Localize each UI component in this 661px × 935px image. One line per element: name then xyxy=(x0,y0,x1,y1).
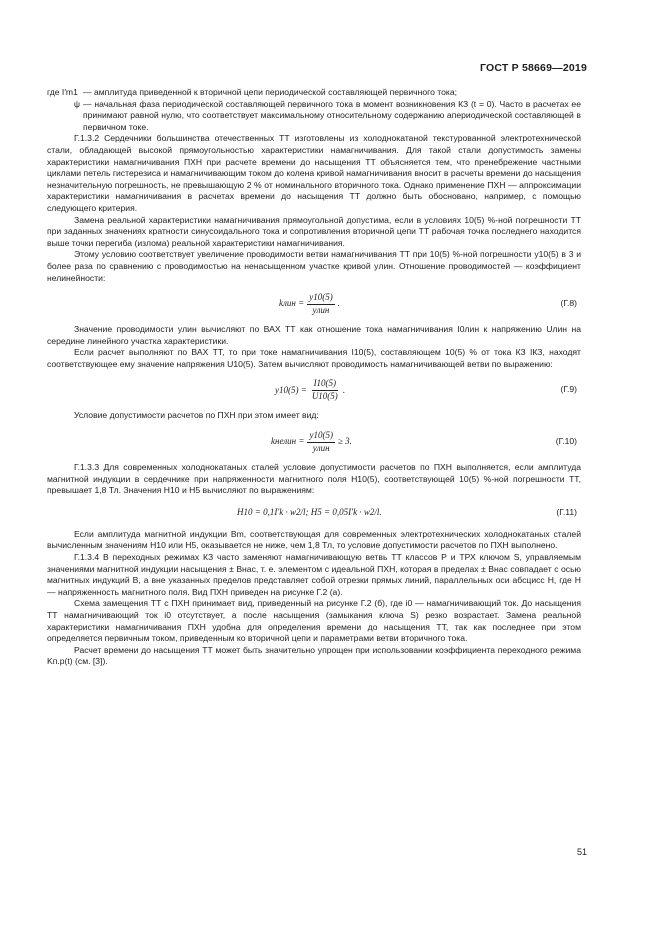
formula-number: (Г.10) xyxy=(555,436,577,447)
variable-description: — амплитуда приведенной к вторичной цепи периодической составляющей первичного тока; xyxy=(83,87,458,97)
formula-tail: ≥ 3. xyxy=(337,436,352,447)
paragraph: Расчет времени до насыщения ТТ может быть значительно упрощен при использовании коэффициента переходного режима Kп.р(t) (см. [3]). xyxy=(47,644,581,667)
formula-lhs: kнелин = xyxy=(271,436,305,447)
body-text xyxy=(47,87,581,668)
paragraph: Г.1.3.4 В переходных режимах КЗ часто заменяют намагничивающую ветвь ТТ классов Р и ТРХ ключом S, управляемым значениями магнитной индукции насыщения ± Bнас, т. е. элементом с идеальной ПХН, которая в пределах ± Bнас совпадает с осью магнитных индукций B, а вне указанных пределов представляет собой отрезки прямых линий, параллельных оси абсцисс H, где H — напряженность магнитного поля. Вид ПХН приведен на рисунке Г.2 (а). xyxy=(47,552,581,597)
formula-numerator: y10(5) xyxy=(307,430,335,443)
paragraph: Замена реальной характеристики намагничивания прямоугольной допустима, если в условиях 10(5) %-ной погрешности ТТ при заданных значениях кратности синусоидального тока и сопротивления вторичной цепи ТТ рабочая точка последнего находится выше точки перегиба (излома) реальной характеристики намагничивания. xyxy=(47,214,581,248)
paragraph: Если расчет выполняют по ВАХ ТТ, то при токе намагничивания I10(5), составляющем 10(5) % от тока КЗ IКЗ, находят соответствующее ему значение напряжения U10(5). Затем вычисляют проводимость намагничивающей ветви по выражению: xyxy=(47,347,581,369)
variable-definition xyxy=(47,87,581,99)
formula-denominator: yлин xyxy=(312,442,330,453)
formula-lhs: y10(5) = xyxy=(275,384,307,395)
formula-lhs: kлин = xyxy=(279,298,305,309)
formula-denominator: U10(5) xyxy=(311,390,338,401)
paragraph: Схема замещения ТТ с ПХН принимает вид, приведенный на рисунке Г.2 (б), где i0 — намагничивающий ток. До насыщения ТТ намагничивающий ток i0 отсутствует, а после насыщения (замыкания ключа S) резко возрастает. Замена реальной характеристики намагничивания ПХН удобна для определения времени до насыщения ТТ, так как последнее при этом определяется первичным током, приведенным ко вторичной цепи и параметрами ветви вторичного тока. xyxy=(47,598,581,644)
variable-description: — начальная фаза периодической составляющей первичного тока в момент возникновения КЗ (t = 0). Часто в расчетах ее принимают равной нулю, что соответствует максимальному относительному содержанию апериодической составляющей в первичном токе. xyxy=(83,98,581,132)
standard-header: ГОСТ Р 58669—2019 xyxy=(479,62,587,74)
formula-text: H10 = 0,1I′k · w2/l; H5 = 0,05I′k · w2/l. xyxy=(237,507,382,518)
formula-tail: . xyxy=(337,298,340,309)
formula-tail: . xyxy=(342,384,346,395)
paragraph: Г.1.3.3 Для современных холоднокатаных сталей условие допустимости расчетов по ПХН выполняется, если амплитуда магнитной индукции в сердечнике при напряженности магнитного поля H10(5), соответствующей 10(5) %-ной погрешности ТТ, превышает 1,8 Тл. Значения H10 и H5 вычисляют по выражениям: xyxy=(47,462,581,496)
formula-g8 xyxy=(47,286,581,322)
paragraph: Если амплитуда магнитной индукции Bm, соответствующая для современных электротехнических холоднокатаных сталей вычисленным значениям H10 или H5, оказывается не ниже, чем 1,8 Тл, то условие допустимости расчетов по ПХН выполнено. xyxy=(47,528,581,551)
page-number: 51 xyxy=(576,847,587,857)
formula-number: (Г.9) xyxy=(560,384,577,395)
formula-g9 xyxy=(47,372,581,408)
formula-g11 xyxy=(47,499,581,527)
paragraph: Г.1.3.2 Сердечники большинства отечественных ТТ изготовлены из холоднокатаной текстурованной электротехнической стали, обладающей высокой прямоугольностью характеристики намагничивания. Для такой стали допустимость замены характеристики намагничивания ПХН при расчете времени до насыщения ТТ объясняется тем, что пренебрежение частными циклами петель гистерезиса и намагничивающим током до колена кривой намагничивания вносит в расчеты времени до насыщения незначительную погрешность, не превышающую 2 % от номинального вторичного тока. Однако применение ПХН — аппроксимации характеристики намагничивания в расчетах времени до насыщения ТТ должно быть обосновано, например, с помощью следующего критерия. xyxy=(47,133,581,213)
variable-definition xyxy=(47,99,581,134)
formula-numerator: y10(5) xyxy=(307,292,335,305)
paragraph: Значение проводимости yлин вычисляют по ВАХ ТТ как отношение тока намагничивания I0лин к напряжению Uлин на середине линейного участка характеристики. xyxy=(47,324,581,346)
paragraph: Этому условию соответствует увеличение проводимости ветви намагничивания ТТ при 10(5) %-ной погрешности y10(5) в 3 и более раза по сравнению с проводимостью на ненасыщенном участке кривой yлин. Отношение проводимостей — коэффициент нелинейности: xyxy=(47,249,581,283)
formula-number: (Г.8) xyxy=(560,298,577,309)
formula-denominator: yлин xyxy=(312,304,330,315)
formula-number: (Г.11) xyxy=(556,506,577,517)
formula-numerator: I10(5) xyxy=(312,378,339,391)
variable-symbol: ψ xyxy=(73,98,80,109)
formula-g10 xyxy=(47,424,581,460)
variable-symbol: где I′m1 xyxy=(47,87,78,97)
paragraph: Условие допустимости расчетов по ПХН при этом имеет вид: xyxy=(74,410,319,421)
